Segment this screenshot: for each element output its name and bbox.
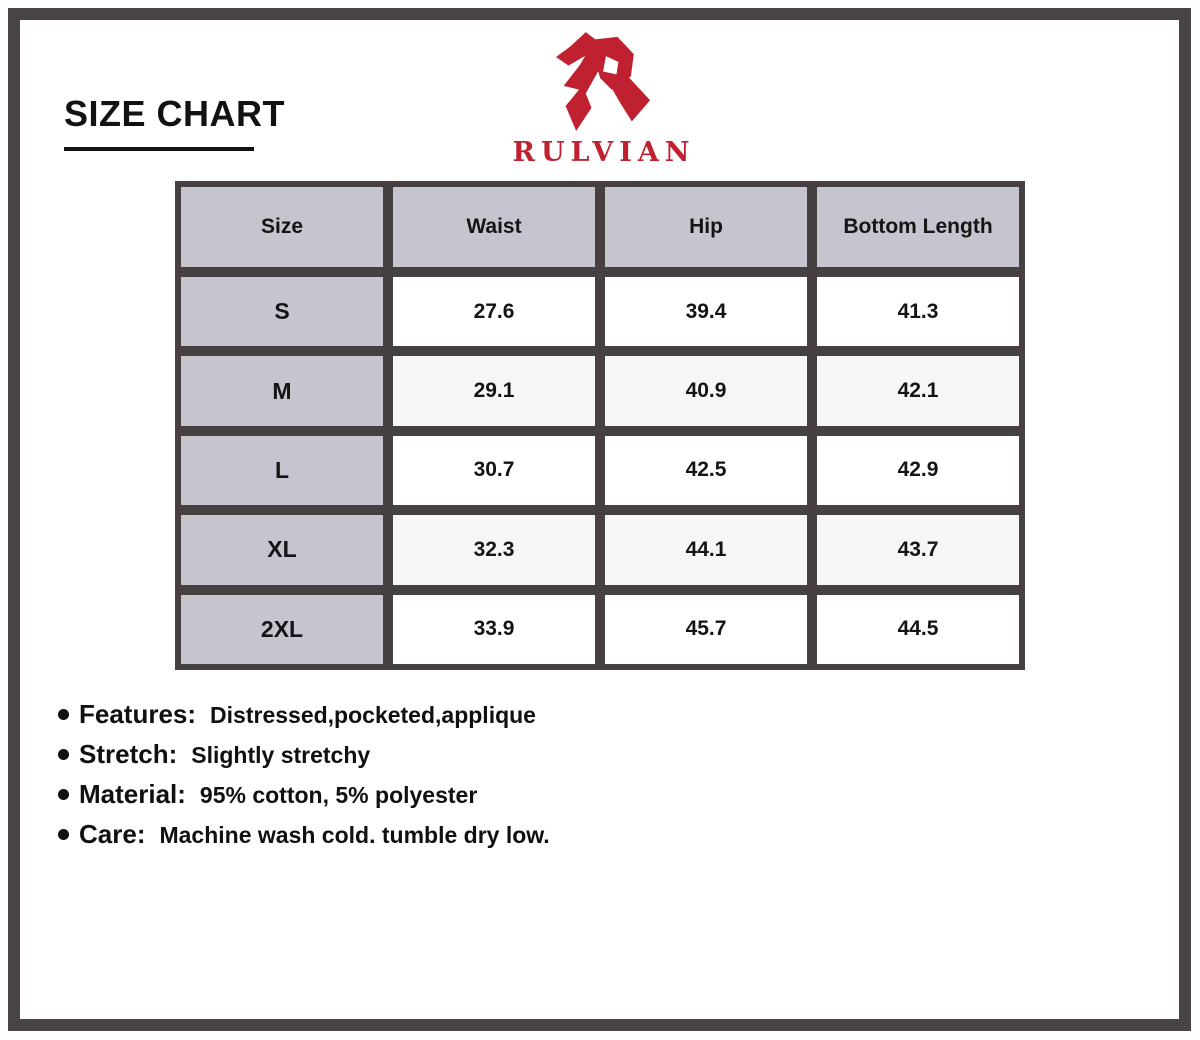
bullet-icon: [58, 789, 69, 800]
size-cell-xl: XL: [181, 515, 383, 584]
value-cell: 32.3: [393, 515, 595, 584]
size-cell-2xl: 2XL: [181, 595, 383, 664]
column-header-bottom-length: Bottom Length: [817, 187, 1019, 267]
page-title: SIZE CHART: [64, 93, 285, 134]
column-header-waist: Waist: [393, 187, 595, 267]
angular-r-monogram-icon: [556, 30, 652, 134]
value-cell: 27.6: [393, 277, 595, 346]
product-details-list: [58, 700, 550, 860]
detail-item-stretch: [58, 740, 550, 769]
value-cell: 44.5: [817, 595, 1019, 664]
value-cell: 33.9: [393, 595, 595, 664]
value-cell: 42.9: [817, 436, 1019, 505]
value-cell: 42.1: [817, 356, 1019, 425]
detail-item-care: [58, 820, 550, 849]
value-cell: 44.1: [605, 515, 807, 584]
size-cell-m: M: [181, 356, 383, 425]
brand-name: RULVIAN: [512, 137, 696, 168]
detail-label: Material:: [79, 779, 186, 809]
detail-label: Stretch:: [79, 739, 178, 769]
detail-label: Features:: [79, 699, 197, 729]
bullet-icon: [58, 829, 69, 840]
value-cell: 30.7: [393, 436, 595, 505]
value-cell: 45.7: [605, 595, 807, 664]
size-cell-l: L: [181, 436, 383, 505]
value-cell: 43.7: [817, 515, 1019, 584]
value-cell: 42.5: [605, 436, 807, 505]
detail-label: Care:: [79, 819, 146, 849]
value-cell: 39.4: [605, 277, 807, 346]
detail-item-features: [58, 700, 550, 729]
bullet-icon: [58, 749, 69, 760]
detail-value: Machine wash cold. tumble dry low.: [159, 822, 550, 848]
brand-logo: [4, 30, 1200, 168]
detail-value: Distressed,pocketed,applique: [210, 702, 536, 728]
column-header-size: Size: [181, 187, 383, 267]
size-cell-s: S: [181, 277, 383, 346]
value-cell: 29.1: [393, 356, 595, 425]
value-cell: 41.3: [817, 277, 1019, 346]
bullet-icon: [58, 709, 69, 720]
detail-item-material: [58, 780, 550, 809]
column-header-hip: Hip: [605, 187, 807, 267]
value-cell: 40.9: [605, 356, 807, 425]
detail-value: Slightly stretchy: [191, 742, 371, 768]
size-chart-table: [175, 181, 1025, 670]
detail-value: 95% cotton, 5% polyester: [199, 782, 478, 808]
